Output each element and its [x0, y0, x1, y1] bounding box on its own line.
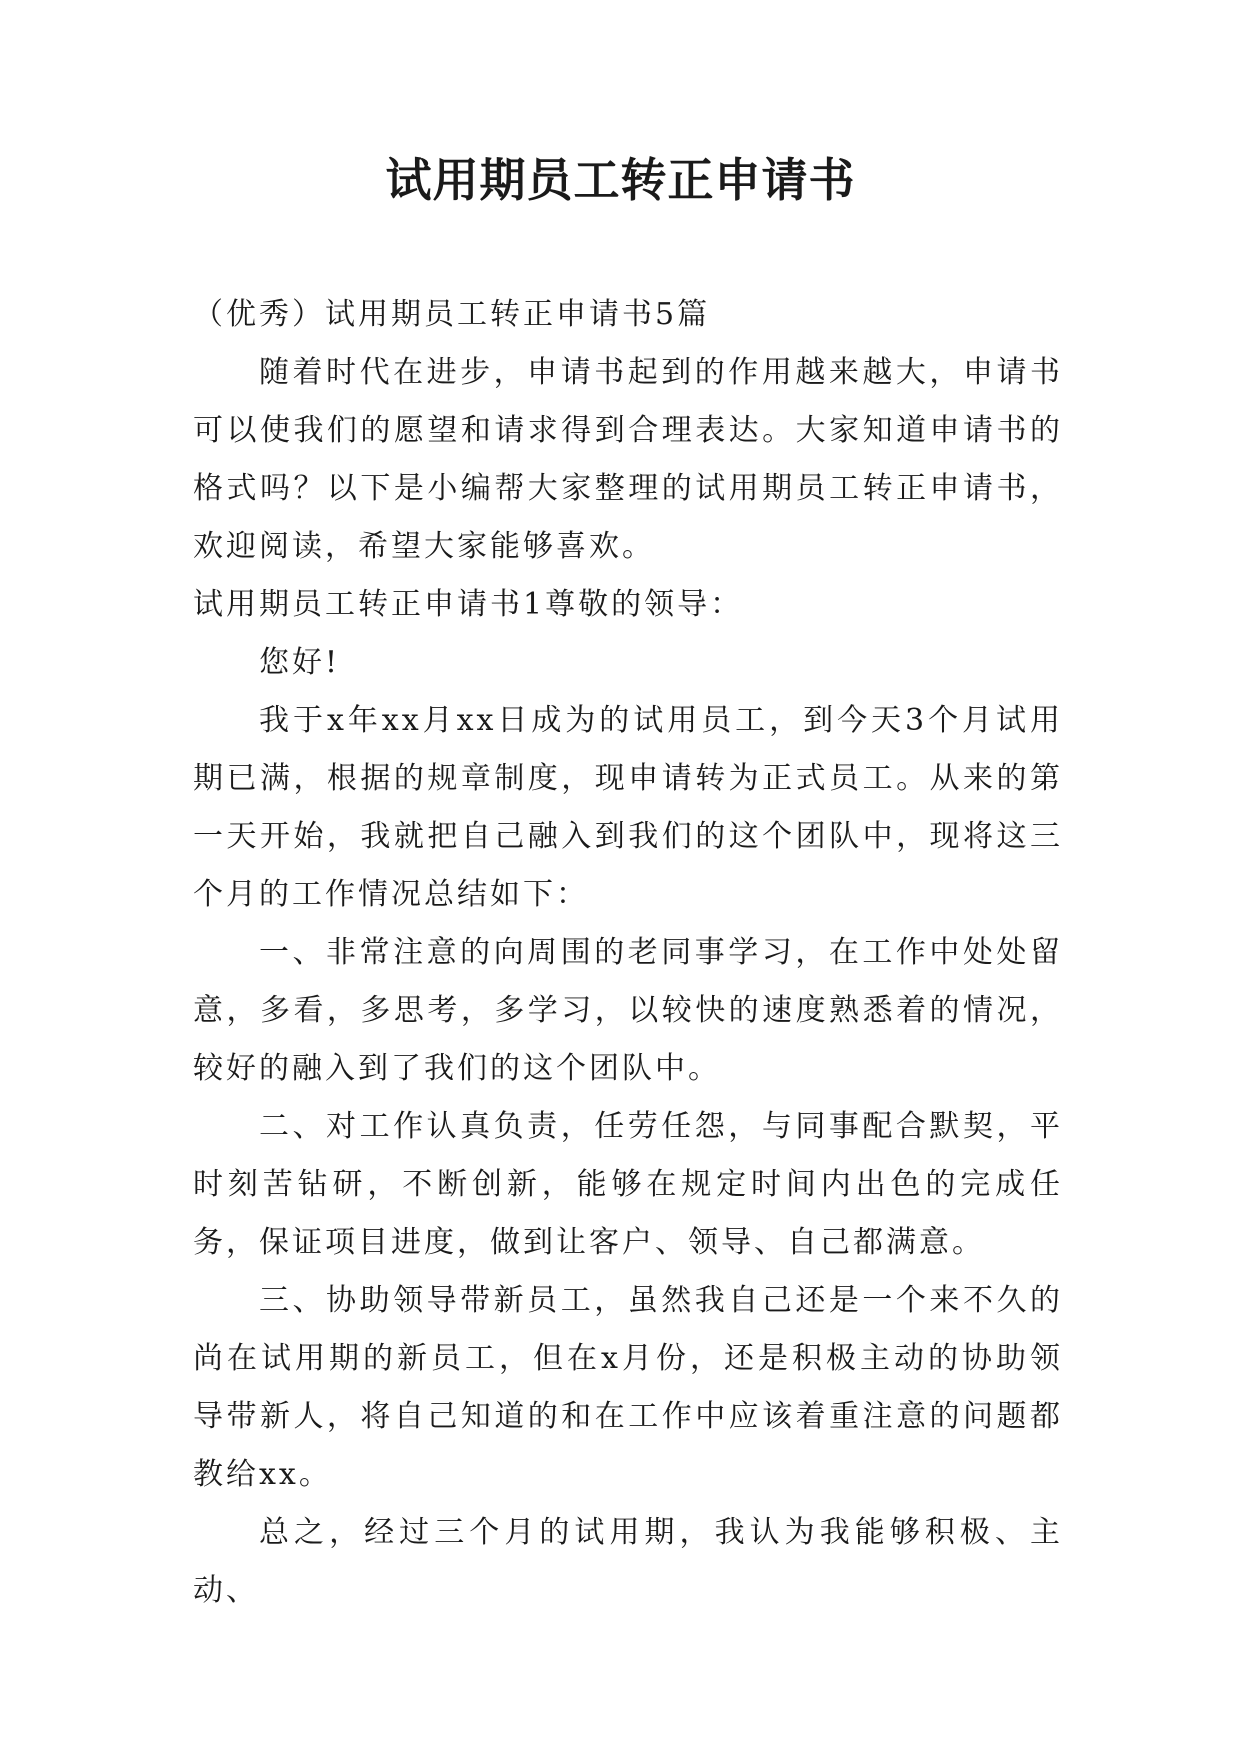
paragraph-body-1: 我于x年xx月xx日成为的试用员工，到今天3个月试用期已满，根据的规章制度，现申请转为正式员工。从来的第一天开始，我就把自己融入到我们的这个团队中，现将这三个月的工作情况总结如下： — [193, 703, 1063, 912]
paragraph-subtitle: （优秀）试用期员工转正申请书5篇 — [193, 297, 711, 332]
paragraph-point-1: 一、非常注意的向周围的老同事学习，在工作中处处留意，多看，多思考，多学习，以较快的速度熟悉着的情况，较好的融入到了我们的这个团队中。 — [193, 935, 1063, 1086]
document-body — [193, 286, 1063, 1620]
document-title: 试用期员工转正申请书 — [385, 153, 856, 207]
paragraph-greeting: 您好! — [259, 645, 341, 680]
paragraph-point-2: 二、对工作认真负责，任劳任怨，与同事配合默契，平时刻苦钻研，不断创新，能够在规定时间内出色的完成任务，保证项目进度，做到让客户、领导、自己都满意。 — [193, 1109, 1063, 1260]
paragraph-point-3: 三、协助领导带新员工，虽然我自己还是一个来不久的尚在试用期的新员工，但在x月份，还是积极主动的协助领导带新人，将自己知道的和在工作中应该着重注意的问题都教给xx。 — [193, 1283, 1063, 1492]
paragraph-summary: 总之，经过三个月的试用期，我认为我能够积极、主动、 — [193, 1515, 1063, 1608]
paragraph-letter-heading: 试用期员工转正申请书1尊敬的领导： — [193, 587, 744, 622]
paragraph-intro: 随着时代在进步，申请书起到的作用越来越大，申请书可以使我们的愿望和请求得到合理表达。大家知道申请书的格式吗？以下是小编帮大家整理的试用期员工转正申请书，欢迎阅读，希望大家能够喜欢。 — [193, 355, 1063, 564]
